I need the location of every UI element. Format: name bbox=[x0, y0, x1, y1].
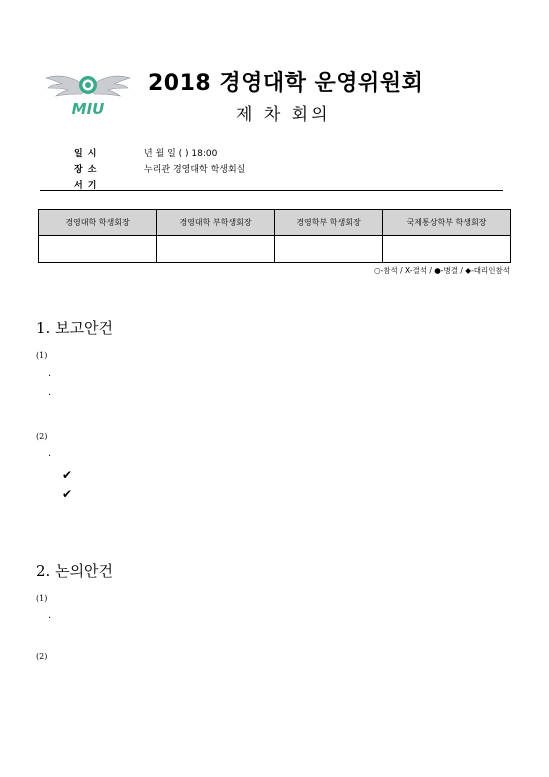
section-title-discussion: 2. 논의안건 bbox=[36, 562, 114, 580]
meeting-subtitle: 제 차 회의 bbox=[236, 105, 331, 125]
meeting-info bbox=[74, 144, 245, 192]
attendance-legend: ○-참석 / X-결석 / ●-병결 / ◆-대리인참석 bbox=[373, 266, 510, 275]
page-title: 2018 경영대학 운영위원회 bbox=[148, 71, 424, 96]
bullet-point: · bbox=[48, 613, 52, 624]
bullet-point: · bbox=[48, 371, 52, 382]
item-number: (1) bbox=[36, 594, 48, 603]
attendance-cell[interactable] bbox=[383, 236, 511, 263]
column-header: 국제통상학부 학생회장 bbox=[383, 210, 511, 236]
attendance-cell[interactable] bbox=[157, 236, 275, 263]
attendance-table bbox=[38, 209, 511, 263]
info-row-location bbox=[74, 160, 245, 176]
checkmark-icon: ✔ bbox=[62, 468, 73, 482]
info-value: 누리관 경영대학 학생회실 bbox=[144, 164, 246, 175]
info-label: 서기 bbox=[74, 180, 102, 191]
svg-text:MIU: MIU bbox=[71, 100, 105, 118]
info-row-datetime bbox=[74, 144, 245, 160]
info-label: 장소 bbox=[74, 164, 102, 175]
checkmark-icon: ✔ bbox=[62, 487, 73, 501]
column-header: 경영대학 학생회장 bbox=[39, 210, 157, 236]
item-number: (1) bbox=[36, 351, 48, 360]
item-number: (2) bbox=[36, 652, 48, 661]
item-number: (2) bbox=[36, 432, 48, 441]
column-header: 경영학부 학생회장 bbox=[275, 210, 383, 236]
info-value: 년 월 일 ( ) 18:00 bbox=[144, 148, 218, 159]
attendance-header-row bbox=[39, 210, 511, 236]
info-label: 일시 bbox=[74, 148, 102, 159]
attendance-cell[interactable] bbox=[275, 236, 383, 263]
divider bbox=[40, 190, 503, 191]
section-title-reports: 1. 보고안건 bbox=[36, 319, 114, 337]
bullet-point: · bbox=[48, 390, 52, 401]
university-logo bbox=[44, 68, 132, 122]
column-header: 경영대학 부학생회장 bbox=[157, 210, 275, 236]
bullet-point: · bbox=[48, 451, 52, 462]
winged-emblem-icon bbox=[44, 68, 132, 122]
attendance-row bbox=[39, 236, 511, 263]
attendance-cell[interactable] bbox=[39, 236, 157, 263]
